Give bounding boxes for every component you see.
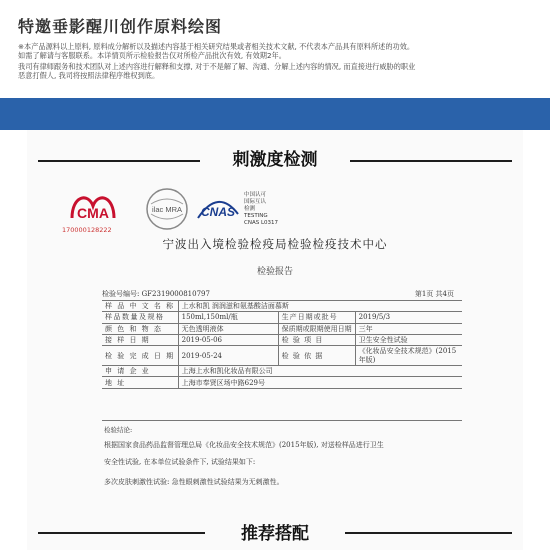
row-value-2: 《化妆品安全技术规范》(2015年版)	[355, 346, 462, 366]
ilac-mra-logo-icon	[144, 186, 190, 232]
cnas-line-2: 国际互认	[244, 199, 267, 205]
report-subtitle: 检验报告	[256, 267, 293, 277]
table-row	[102, 366, 462, 377]
report-table	[102, 300, 462, 389]
conclusion-line-3: 多次皮肤刺激性试验: 急性眼刺激性试验结果为无刺激性。	[104, 478, 284, 486]
row-value: 上海市奉贤区场中路629号	[178, 377, 462, 388]
row-label-2: 检 验 项 目	[278, 334, 355, 345]
footer-title: 推荐搭配	[205, 521, 345, 547]
row-value: 上水和凯 润润滋和氨基酸洁面慕斯	[178, 301, 462, 312]
row-label: 申 请 企 业	[102, 366, 178, 377]
cnas-line-4: TESTING	[244, 213, 268, 219]
blue-banner	[0, 98, 550, 130]
row-value: 2019-05-24	[178, 346, 278, 366]
row-value: 150ml,150ml/瓶	[178, 312, 278, 323]
page-count: 第1页 共4页	[414, 290, 454, 298]
cma-logo-icon	[68, 188, 118, 228]
disclaimer-line-3: 我司有律师跟务和技术团队对上述内容进行解释和支撑, 对于不是解了解、沟通、分解上述内容的情况, 而直接进行威胁的职业	[18, 62, 416, 71]
testing-organization: 宁波出入境检验检疫局检验检疫技术中心	[162, 237, 388, 251]
disclaimer-line-2: 如需了解请与客服联系。本详情页所示检验报告仅对所检产品批次有效, 有效期2年。	[18, 51, 286, 60]
conclusion-line-2: 安全性试验, 在本单位试验条件下, 试验结果如下:	[104, 458, 256, 466]
row-value-2: 三年	[355, 323, 462, 334]
header-area	[0, 0, 550, 98]
report-number: 检验号编号: GF2319000810797	[102, 290, 210, 298]
conclusion-label: 检验结论:	[104, 426, 133, 434]
row-value-2: 2019/5/3	[355, 312, 462, 323]
cnas-logo-icon	[196, 194, 240, 224]
cnas-line-3: 检测	[244, 206, 256, 212]
table-row	[102, 323, 462, 334]
conclusion-divider	[102, 420, 462, 421]
row-value: 2019-05-06	[178, 334, 278, 345]
ilac-logo-text: ilac MRA	[151, 205, 183, 214]
row-label: 样 品 中 文 名 称	[102, 301, 178, 312]
cnas-logo-text: CNAS	[200, 205, 236, 219]
disclaimer-line-4: 恶意打假人, 我司将按照法律程序维权到底。	[18, 71, 160, 80]
row-value-2: 卫生安全性试验	[355, 334, 462, 345]
disclaimer-line-1: ※本产品源料以上原料, 原料成分解析以及描述内容基于相关研究结果或者相关技术文献, 不代表本产品具有原料所述的功效。	[18, 42, 415, 51]
row-label-2: 检 验 依 据	[278, 346, 355, 366]
cnas-line-5: CNAS L0317	[244, 220, 279, 226]
report-number-row	[102, 289, 454, 299]
row-label-2: 生产日期或批号	[278, 312, 355, 323]
table-row	[102, 334, 462, 345]
conclusion-line-1: 根据国家食品药品监督管理总局《化妆品安全技术规范》(2015年版), 对送检样品进行卫生	[104, 441, 384, 449]
cnas-caption	[244, 192, 278, 227]
cnas-line-1: 中国认可	[244, 192, 267, 198]
page-title: 特邀垂影醒川创作原料绘图	[18, 17, 223, 36]
row-label: 检 验 完 成 日 期	[102, 346, 178, 366]
section-title: 刺激度检测	[200, 147, 350, 173]
table-row	[102, 346, 462, 366]
row-value: 上海上水和凯化妆品有限公司	[178, 366, 462, 377]
row-label: 样品数量及规格	[102, 312, 178, 323]
table-row	[102, 377, 462, 388]
table-row	[102, 301, 462, 312]
row-label: 接 样 日 期	[102, 334, 178, 345]
row-value: 无色透明液体	[178, 323, 278, 334]
row-label: 地 址	[102, 377, 178, 388]
cma-number: 170000128222	[62, 226, 112, 234]
table-row	[102, 312, 462, 323]
cma-logo-text: CMA	[77, 205, 109, 221]
row-label-2: 保质期或限期使用日期	[278, 323, 355, 334]
row-label: 颜 色 和 物 态	[102, 323, 178, 334]
